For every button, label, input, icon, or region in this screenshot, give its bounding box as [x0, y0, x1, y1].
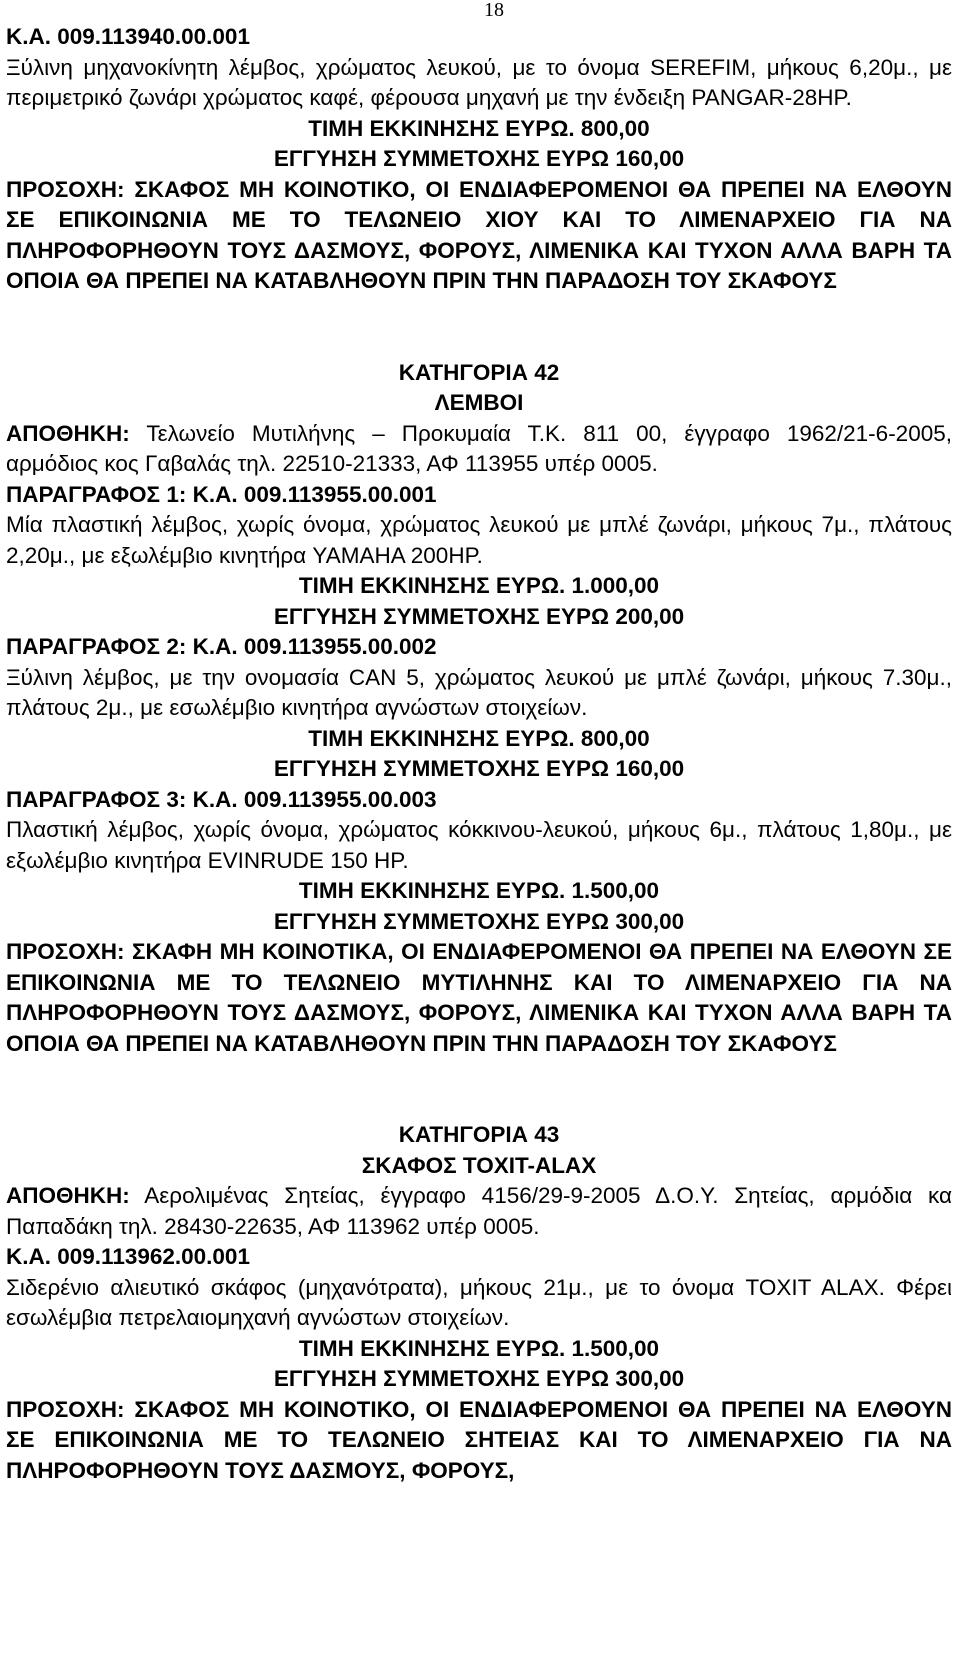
item-description: Σιδερένιο αλιευτικό σκάφος (μηχανότρατα), μήκους 21μ., με το όνομα TOXIT ALAX. Φέρει εσωλέμβια πετρελαιομηχανή αγνώστων στοιχείων.: [6, 1274, 952, 1330]
participation-guarantee: ΕΓΓΥΗΣΗ ΣΥΜΜΕΤΟΧΗΣ ΕΥΡΩ 200,00: [273, 603, 685, 629]
warning-notice: ΠΡΟΣΟΧΗ: ΣΚΑΦΗ ΜΗ ΚΟΙΝΟΤΙΚΑ, ΟΙ ΕΝΔΙΑΦΕΡΟΜΕΝΟΙ ΘΑ ΠΡΕΠΕΙ ΝΑ ΕΛΘΟΥΝ ΣΕ ΕΠΙΚΟΙΝΩΝΙΑ ΜΕ ΤΟ ΤΕΛΩΝΕΙΟ ΜΥΤΙΛΗΝΗΣ ΚΑΙ ΤΟ ΛΙΜΕΝΑΡΧΕΙΟ ΓΙΑ ΝΑ ΠΛΗΡΟΦΟΡΗΘΟΥΝ ΤΟΥΣ ΔΑΣΜΟΥΣ, ΦΟΡΟΥΣ, ΛΙΜΕΝΙΚΑ ΚΑΙ ΤΥΧΟΝ ΑΛΛΑ ΒΑΡΗ ΤΑ ΟΠΟΙΑ ΘΑ ΠΡΕΠΕΙ ΝΑ ΚΑΤΑΒΛΗΘΟΥΝ ΠΡΙΝ ΤΗΝ ΠΑΡΑΔΟΣΗ ΤΟΥ ΣΚΑΦΟΥΣ: [6, 939, 952, 1056]
start-price: ΤΙΜΗ ΕΚΚΙΝΗΣΗΣ ΕΥΡΩ. 800,00: [308, 725, 650, 751]
participation-guarantee: ΕΓΓΥΗΣΗ ΣΥΜΜΕΤΟΧΗΣ ΕΥΡΩ 160,00: [273, 756, 685, 781]
item-description: Μία πλαστική λέμβος, χωρίς όνομα, χρώματος λευκού με μπλέ ζωνάρι, μήκους 7μ., πλάτους 2,20μ., με εξωλέμβιο κινητήρα YAMAHA 200HP.: [6, 512, 952, 568]
start-price: ΤΙΜΗ ΕΚΚΙΝΗΣΗΣ ΕΥΡΩ. 1.000,00: [298, 573, 660, 598]
storage-label: ΑΠΟΘΗΚΗ:: [6, 1183, 130, 1208]
item-description: Ξύλινη λέμβος, με την ονομασία CAN 5, χρώματος λευκού με μπλέ ζωνάρι, μήκους 7.30μ., πλάτους 2μ., με εσωλέμβιο κινητήρα αγνώστων στοιχείων.: [6, 664, 952, 720]
category-title: ΚΑΤΗΓΟΡΙΑ 42: [398, 359, 560, 385]
start-price: ΤΙΜΗ ΕΚΚΙΝΗΣΗΣ ΕΥΡΩ. 1.500,00: [298, 1335, 660, 1361]
item-code: Κ.Α. 009.113962.00.001: [6, 1244, 250, 1269]
storage-info: [6, 1181, 952, 1242]
spacer: [6, 1059, 952, 1120]
spacer: [6, 297, 952, 358]
start-price: ΤΙΜΗ ΕΚΚΙΝΗΣΗΣ ΕΥΡΩ. 1.500,00: [298, 878, 660, 903]
participation-guarantee: ΕΓΓΥΗΣΗ ΣΥΜΜΕΤΟΧΗΣ ΕΥΡΩ 160,00: [273, 146, 685, 171]
paragraph-header: ΠΑΡΑΓΡΑΦΟΣ 1: Κ.Α. 009.113955.00.001: [6, 481, 437, 507]
participation-guarantee: ΕΓΓΥΗΣΗ ΣΥΜΜΕΤΟΧΗΣ ΕΥΡΩ 300,00: [273, 1366, 685, 1391]
category-subtitle: ΛΕΜΒΟΙ: [434, 390, 524, 415]
item-description: Ξύλινη μηχανοκίνητη λέμβος, χρώματος λευκού, με το όνομα SEREFIM, μήκους 6,20μ., με περιμετρικό ζωνάρι χρώματος καφέ, φέρουσα μηχανή με την ένδειξη PANGAR-28HP.: [6, 54, 952, 110]
warning-notice: ΠΡΟΣΟΧΗ: ΣΚΑΦΟΣ ΜΗ ΚΟΙΝΟΤΙΚΟ, ΟΙ ΕΝΔΙΑΦΕΡΟΜΕΝΟΙ ΘΑ ΠΡΕΠΕΙ ΝΑ ΕΛΘΟΥΝ ΣΕ ΕΠΙΚΟΙΝΩΝΙΑ ΜΕ ΤΟ ΤΕΛΩΝΕΙΟ ΧΙΟΥ ΚΑΙ ΤΟ ΛΙΜΕΝΑΡΧΕΙΟ ΓΙΑ ΝΑ ΠΛΗΡΟΦΟΡΗΘΟΥΝ ΤΟΥΣ ΔΑΣΜΟΥΣ, ΦΟΡΟΥΣ, ΛΙΜΕΝΙΚΑ ΚΑΙ ΤΥΧΟΝ ΑΛΛΑ ΒΑΡΗ ΤΑ ΟΠΟΙΑ ΘΑ ΠΡΕΠΕΙ ΝΑ ΚΑΤΑΒΛΗΘΟΥΝ ΠΡΙΝ ΤΗΝ ΠΑΡΑΔΟΣΗ ΤΟΥ ΣΚΑΦΟΥΣ: [6, 176, 952, 293]
paragraph-header: ΠΑΡΑΓΡΑΦΟΣ 3: Κ.Α. 009.113955.00.003: [6, 786, 437, 812]
page-number: 18: [484, 0, 504, 21]
storage-info: [6, 419, 952, 480]
document-page: [6, 0, 952, 1486]
category-title: ΚΑΤΗΓΟΡΙΑ 43: [398, 1122, 560, 1147]
paragraph-header: ΠΑΡΑΓΡΑΦΟΣ 2: Κ.Α. 009.113955.00.002: [6, 634, 437, 659]
warning-notice: ΠΡΟΣΟΧΗ: ΣΚΑΦΟΣ ΜΗ ΚΟΙΝΟΤΙΚΟ, ΟΙ ΕΝΔΙΑΦΕΡΟΜΕΝΟΙ ΘΑ ΠΡΕΠΕΙ ΝΑ ΕΛΘΟΥΝ ΣΕ ΕΠΙΚΟΙΝΩΝΙΑ ΜΕ ΤΟ ΤΕΛΩΝΕΙΟ ΣΗΤΕΙΑΣ ΚΑΙ ΤΟ ΛΙΜΕΝΑΡΧΕΙΟ ΓΙΑ ΝΑ ΠΛΗΡΟΦΟΡΗΘΟΥΝ ΤΟΥΣ ΔΑΣΜΟΥΣ, ΦΟΡΟΥΣ,: [6, 1396, 952, 1483]
item-description: Πλαστική λέμβος, χωρίς όνομα, χρώματος κόκκινου-λευκού, μήκους 6μ., πλάτους 1,80μ., με εξωλέμβιο κινητήρα EVINRUDE 150 HP.: [6, 817, 952, 873]
storage-text: Αερολιμένας Σητείας, έγγραφο 4156/29-9-2005 Δ.Ο.Υ. Σητείας, αρμόδια κα Παπαδάκη τηλ. 28430-22635, ΑΦ 113962 υπέρ 0005.: [6, 1183, 952, 1239]
start-price: ΤΙΜΗ ΕΚΚΙΝΗΣΗΣ ΕΥΡΩ. 800,00: [308, 115, 650, 141]
category-subtitle: ΣΚΑΦΟΣ ΤΟΧΙΤ-ΑLΑΧ: [361, 1152, 597, 1178]
storage-text: Τελωνείο Μυτιλήνης – Προκυμαία Τ.Κ. 811 00, έγγραφο 1962/21-6-2005, αρμόδιος κος Γαβαλάς τηλ. 22510-21333, ΑΦ 113955 υπέρ 0005.: [6, 420, 952, 476]
storage-label: ΑΠΟΘΗΚΗ:: [6, 420, 130, 446]
participation-guarantee: ΕΓΓΥΗΣΗ ΣΥΜΜΕΤΟΧΗΣ ΕΥΡΩ 300,00: [273, 908, 685, 934]
item-code: Κ.Α. 009.113940.00.001: [6, 24, 250, 49]
